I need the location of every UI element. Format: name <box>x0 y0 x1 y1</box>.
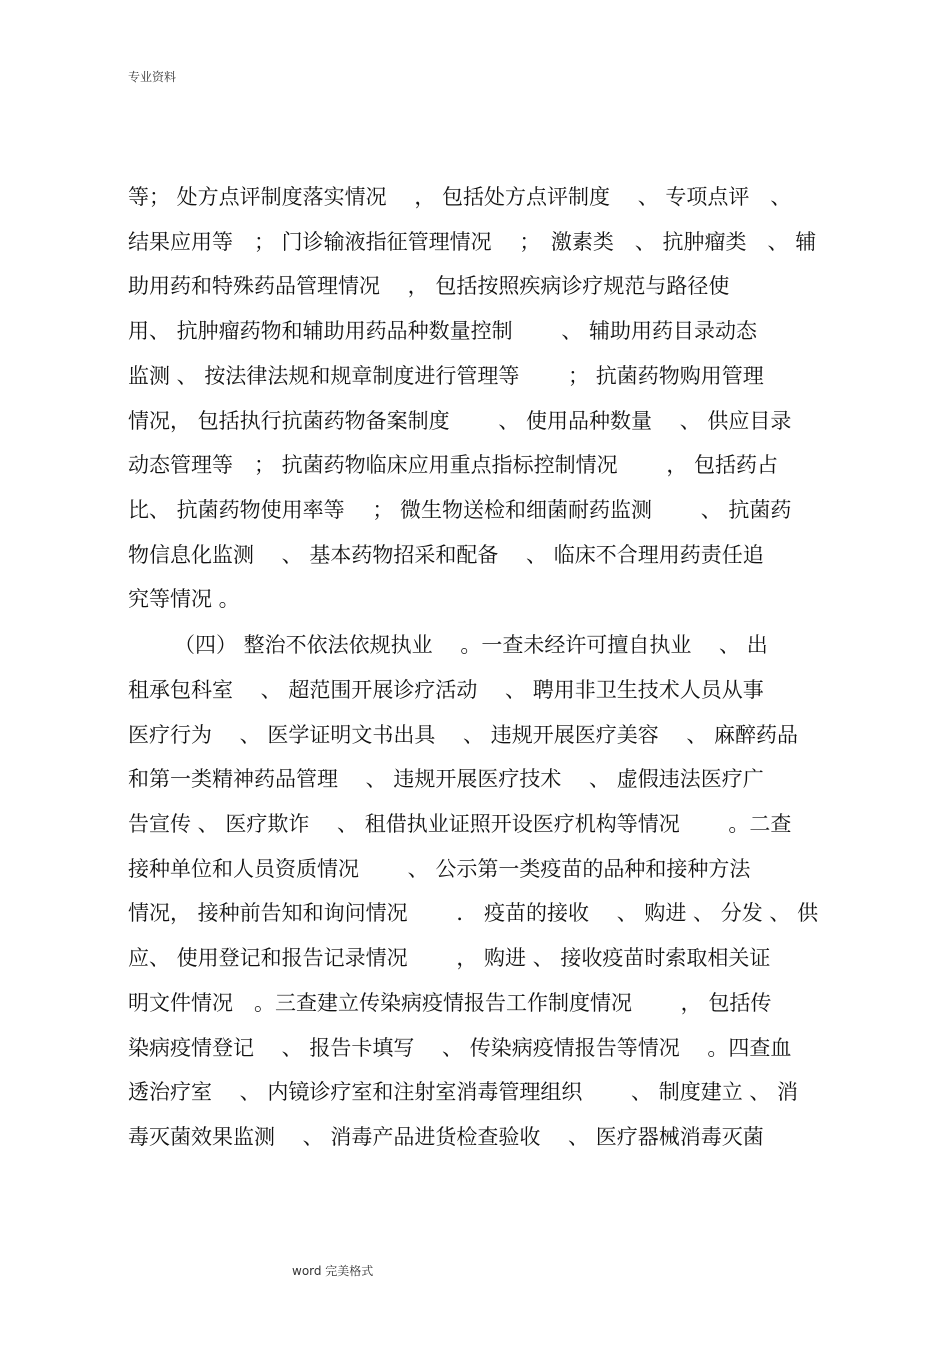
text-line: 动态管理等 ； 抗菌药物临床应用重点指标控制情况 ， 包括药占 <box>128 453 779 477</box>
text-line: 告宣传 、 医疗欺诈 、 租借执业证照开设医疗机构等情况 。二查 <box>128 812 792 836</box>
page-header: 专业资料 <box>128 70 177 84</box>
text-line: 比、 抗菌药物使用率等 ； 微生物送检和细菌耐药监测 、 抗菌药 <box>128 498 792 522</box>
text-line: 染病疫情登记 、 报告卡填写 、 传染病疫情报告等情况 。四查血 <box>128 1036 792 1060</box>
text-line: 毒灭菌效果监测 、 消毒产品进货检查验收 、 医疗器械消毒灭菌 <box>128 1125 764 1149</box>
text-line: 用、 抗肿瘤药物和辅助用药品种数量控制 、 辅助用药目录动态 <box>128 319 758 343</box>
text-line: 情况， 接种前告知和询问情况 ． 疫苗的接收 、 购进 、 分发 、 供 <box>128 901 819 925</box>
text-line: 租承包科室 、 超范围开展诊疗活动 、 聘用非卫生技术人员从事 <box>128 678 764 702</box>
text-line: 等； 处方点评制度落实情况 ， 包括处方点评制度 、 专项点评 、 <box>128 185 792 209</box>
paragraph-start-line: （四） 整治不依法依规执业 。一查未经许可擅自执业 、 出 <box>174 633 768 657</box>
text-line: 应、 使用登记和报告记录情况 ， 购进 、 接收疫苗时索取相关证 <box>128 946 771 970</box>
text-line: 医疗行为 、 医学证明文书出具 、 违规开展医疗美容 、 麻醉药品 <box>128 723 799 747</box>
text-line: 透治疗室 、 内镜诊疗室和注射室消毒管理组织 、 制度建立 、 消 <box>128 1080 799 1104</box>
text-line: 接种单位和人员资质情况 、 公示第一类疫苗的品种和接种方法 <box>128 857 751 881</box>
text-line: 和第一类精神药品管理 、 违规开展医疗技术 、 虚假违法医疗广 <box>128 767 764 791</box>
text-line: 明文件情况 。三查建立传染病疫情报告工作制度情况 ， 包括传 <box>128 991 772 1015</box>
text-line: 物信息化监测 、 基本药物招采和配备 、 临床不合理用药责任追 <box>128 543 764 567</box>
page-footer: word 完美格式 <box>292 1264 374 1278</box>
text-line: 监测 、 按法律法规和规章制度进行管理等 ； 抗菌药物购用管理 <box>128 364 764 388</box>
text-line: 结果应用等 ； 门诊输液指征管理情况 ； 激素类 、 抗肿瘤类 、 辅 <box>128 230 817 254</box>
text-line: 究等情况 。 <box>128 587 240 611</box>
text-line: 情况， 包括执行抗菌药物备案制度 、 使用品种数量 、 供应目录 <box>128 409 792 433</box>
text-line: 助用药和特殊药品管理情况 ， 包括按照疾病诊疗规范与路径使 <box>128 274 730 298</box>
